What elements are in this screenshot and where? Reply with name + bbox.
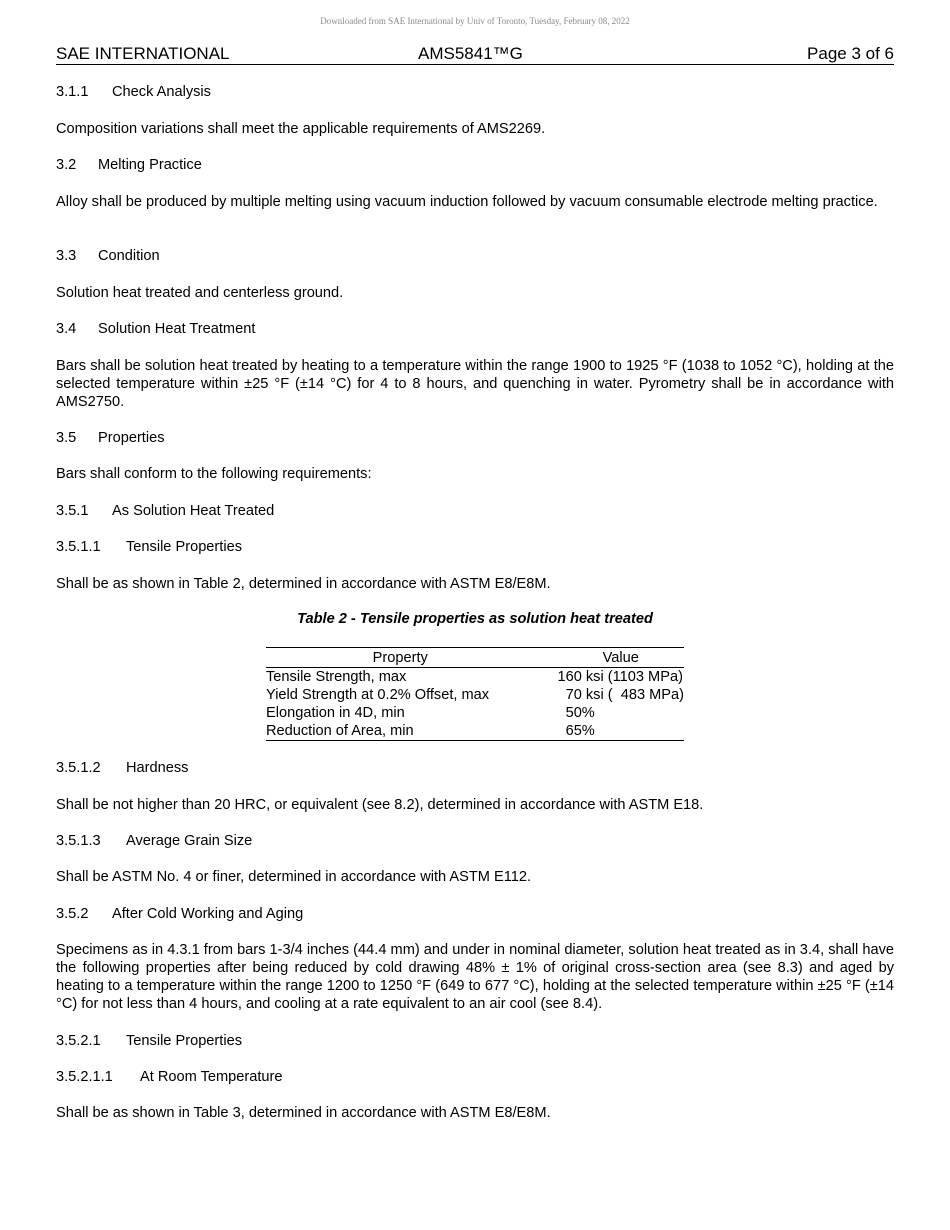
table-row: [266, 704, 684, 722]
paragraph-3-5-2: Specimens as in 4.3.1 from bars 1-3/4 inches (44.4 mm) and under in nominal diameter, solution heat treated as in 3.4, shall have the following properties after being reduced by cold drawing 48% ± 1% of original cross-section area (see 8.3) and aged by heating to a temperature within the range 1200 to 1250 °F (649 to 677 °C), holding at the selected temperature within ±25 °F (±14 °C) for not less than 4 hours, and cooling at a rate equivalent to an air cool (see 8.4).: [56, 942, 894, 1012]
heading-3-5-2: [56, 905, 894, 923]
paragraph-3-1-1: Composition variations shall meet the applicable requirements of AMS2269.: [56, 121, 546, 137]
heading-number: 3.5.1: [56, 503, 89, 519]
table-2: [266, 647, 684, 741]
heading-3-1-1: [56, 83, 894, 101]
heading-3-5-1-1: [56, 538, 894, 556]
property-cell: Tensile Strength, max: [266, 669, 407, 685]
heading-number: 3.5.2.1.1: [56, 1069, 113, 1085]
download-watermark: Downloaded from SAE International by Univ of Toronto, Tuesday, February 08, 2022: [320, 16, 630, 26]
page-header: [56, 44, 894, 65]
heading-title: Solution Heat Treatment: [98, 321, 256, 337]
header-page-number: Page 3 of 6: [807, 44, 894, 63]
paragraph-3-5-1-1: Shall be as shown in Table 2, determined in accordance with ASTM E8/E8M.: [56, 576, 551, 592]
heading-title: Melting Practice: [98, 157, 202, 173]
header-doc-number: AMS5841™G: [418, 44, 523, 63]
heading-3-5-2-1: [56, 1032, 894, 1050]
paragraph-3-5-1-3: Shall be ASTM No. 4 or finer, determined in accordance with ASTM E112.: [56, 869, 532, 885]
value-cell: 65%: [554, 722, 684, 741]
heading-number: 3.5.1.2: [56, 760, 101, 776]
heading-title: Hardness: [126, 760, 189, 776]
paragraph-3-5-2-1-1: Shall be as shown in Table 3, determined in accordance with ASTM E8/E8M.: [56, 1105, 551, 1121]
header-org: SAE INTERNATIONAL: [56, 44, 230, 63]
heading-number: 3.4: [56, 321, 77, 337]
heading-number: 3.5.2: [56, 906, 89, 922]
heading-number: 3.5.2.1: [56, 1033, 101, 1049]
heading-3-4: [56, 320, 894, 338]
property-cell: Reduction of Area, min: [266, 722, 554, 741]
heading-title: Tensile Properties: [126, 1033, 242, 1049]
table-row: [266, 722, 684, 741]
heading-title: Check Analysis: [112, 84, 211, 100]
heading-3-5-1: [56, 502, 894, 520]
heading-title: Average Grain Size: [126, 833, 253, 849]
table-2-caption: Table 2 - Tensile properties as solution heat treated: [297, 611, 653, 627]
column-header-value: Value: [554, 648, 684, 668]
column-header-property: Property: [266, 648, 554, 668]
heading-3-5-2-1-1: [56, 1068, 894, 1086]
heading-title: After Cold Working and Aging: [112, 906, 304, 922]
heading-title: At Room Temperature: [140, 1069, 283, 1085]
heading-number: 3.3: [56, 248, 77, 264]
heading-title: As Solution Heat Treated: [112, 503, 275, 519]
table-header-row: [266, 648, 684, 668]
paragraph-3-4: Bars shall be solution heat treated by heating to a temperature within the range 1900 to 1925 °F (1038 to 1052 °C), holding at the selected temperature within ±25 °F (±14 °C) for 4 to 8 hours, and quenching in water. Pyrometry shall be in accordance with AMS2750.: [56, 358, 894, 410]
table-row: [266, 686, 684, 704]
paragraph-3-3: Solution heat treated and centerless ground.: [56, 285, 344, 301]
value-cell: 160 ksi (1103 MPa): [557, 669, 683, 685]
heading-title: Tensile Properties: [126, 539, 242, 555]
heading-3-3: [56, 247, 894, 265]
paragraph-3-2: Alloy shall be produced by multiple melting using vacuum induction followed by vacuum consumable electrode melting practice.: [56, 194, 878, 210]
heading-number: 3.5.1.1: [56, 539, 101, 555]
property-cell: Elongation in 4D, min: [266, 705, 405, 721]
table-row: [266, 668, 684, 687]
value-cell: 50%: [557, 705, 595, 721]
heading-3-2: [56, 156, 894, 174]
property-cell: Yield Strength at 0.2% Offset, max: [266, 687, 490, 703]
value-cell: 70 ksi ( 483 MPa): [557, 687, 684, 703]
heading-3-5-1-2: [56, 759, 894, 777]
heading-number: 3.1.1: [56, 84, 89, 100]
paragraph-3-5: Bars shall conform to the following requirements:: [56, 466, 372, 482]
heading-number: 3.2: [56, 157, 77, 173]
heading-title: Condition: [98, 248, 160, 264]
heading-number: 3.5.1.3: [56, 833, 101, 849]
paragraph-3-5-1-2: Shall be not higher than 20 HRC, or equivalent (see 8.2), determined in accordance with ASTM E18.: [56, 797, 704, 813]
heading-3-5: [56, 429, 894, 447]
heading-3-5-1-3: [56, 832, 894, 850]
heading-number: 3.5: [56, 430, 77, 446]
heading-title: Properties: [98, 430, 165, 446]
